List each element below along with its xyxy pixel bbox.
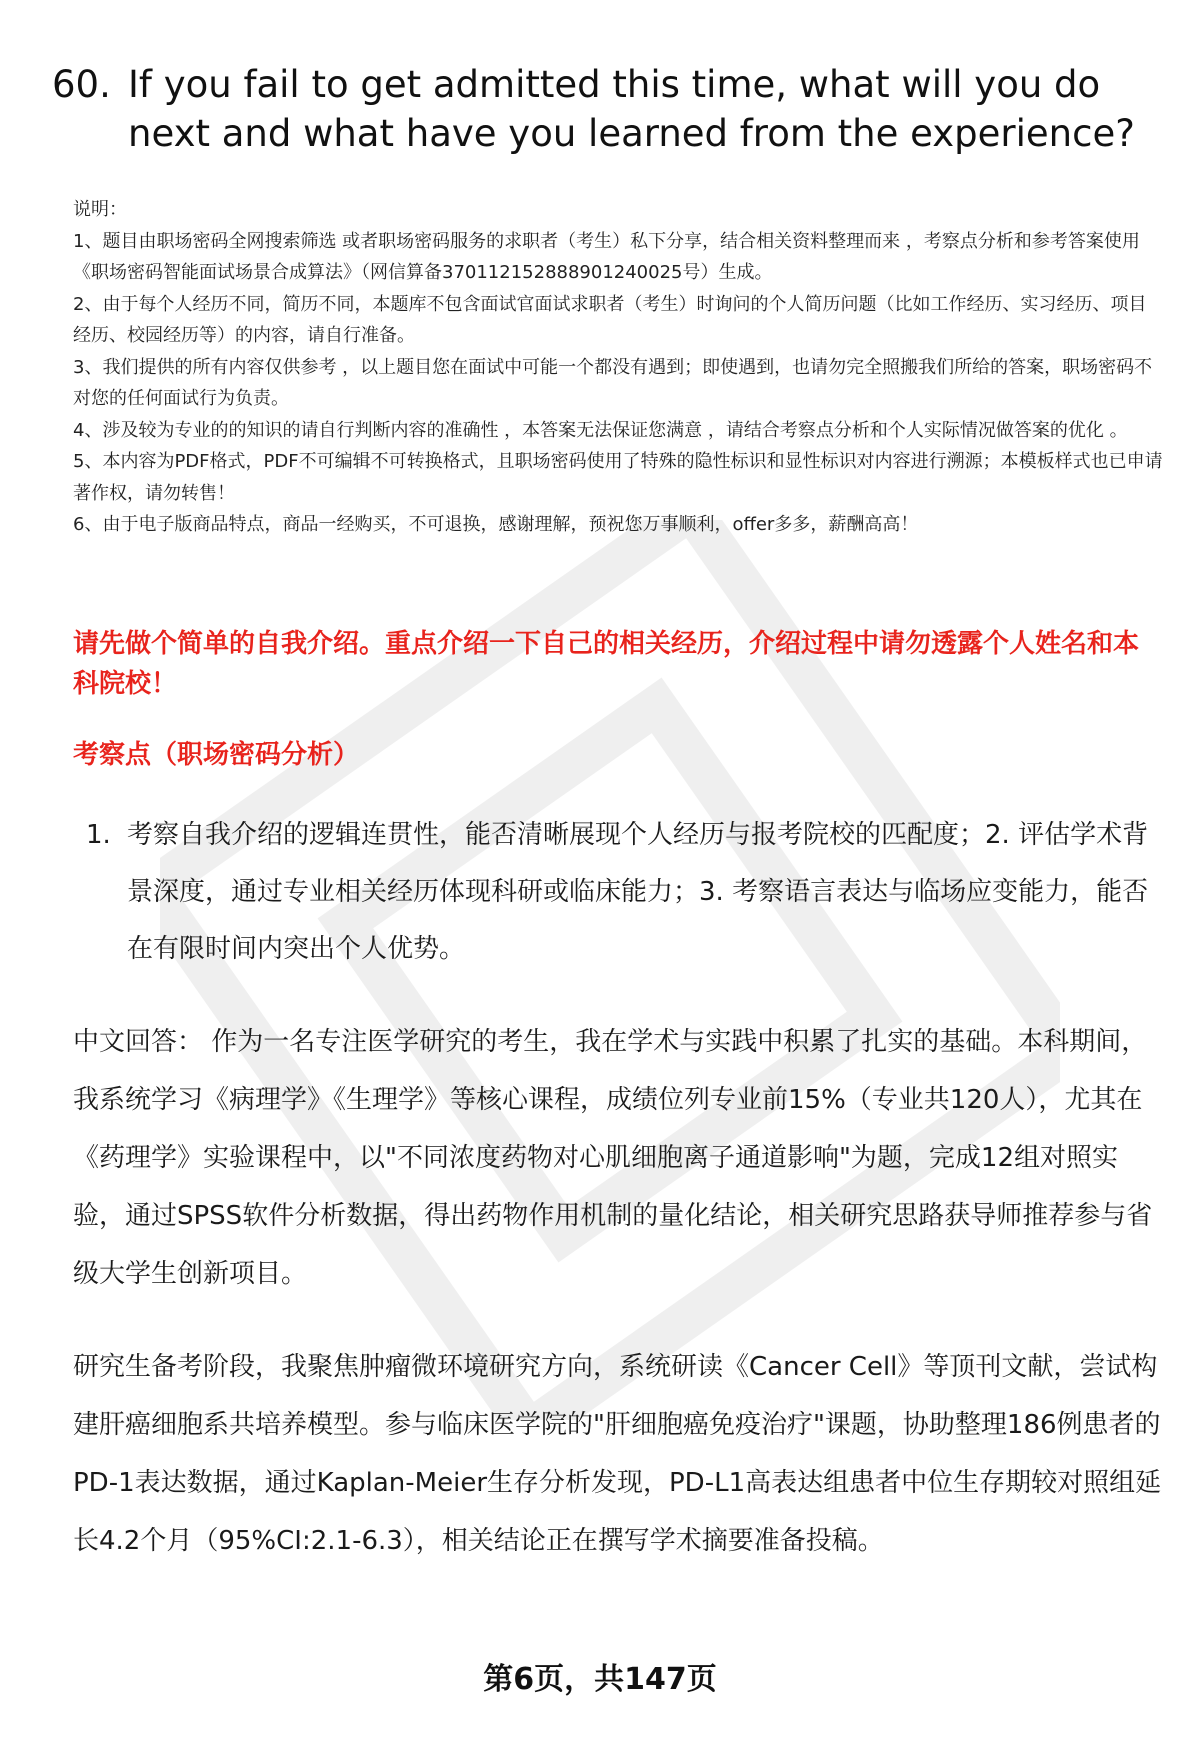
intro-question: 请先做个简单的自我介绍。重点介绍一下自己的相关经历，介绍过程中请勿透露个人姓名和本科院校！ — [73, 629, 1140, 699]
question-text: If you fail to get admitted this time, what will you do next and what have you learned from the experience? — [128, 63, 1135, 155]
answer-paragraph-2: 研究生备考阶段，我聚焦肿瘤微环境研究方向，系统研读《Cancer Cell》等顶刊文献，尝试构建肝癌细胞系共培养模型。参与临床医学院的"肝细胞癌免疫治疗"课题，协助整理186例患者的PD-1表达数据，通过Kaplan-Meier生存分析发现，PD-L1高表达组患者中位生存期较对照组延长4.2个月（95%CI:2.1-6.3），相关结论正在撰写学术摘要准备投稿。 — [73, 1352, 1162, 1556]
question-title — [52, 60, 1162, 158]
page-footer: 第6页，共147页 — [483, 1662, 717, 1697]
point-number: 1. — [86, 820, 111, 850]
point-text: 考察自我介绍的逻辑连贯性，能否清晰展现个人经历与报考院校的匹配度；2. 评估学术背景深度，通过专业相关经历体现科研或临床能力；3. 考察语言表达与临场应变能力，能否在有限时间内突出个人优势。 — [127, 820, 1149, 964]
question-number: 60. — [52, 63, 111, 106]
note-item: 2、由于每个人经历不同，简历不同，本题库不包含面试官面试求职者（考生）时询问的个人简历问题（比如工作经历、实习经历、项目经历、校园经历等）的内容，请自行准备。 — [73, 293, 1147, 346]
answer-paragraph-1: 中文回答： 作为一名专注医学研究的考生，我在学术与实践中积累了扎实的基础。本科期间，我系统学习《病理学》《生理学》等核心课程，成绩位列专业前15%（专业共120人），尤其在《药理学》实验课程中，以"不同浓度药物对心肌细胞离子通道影响"为题，完成12组对照实验，通过SPSS软件分析数据，得出药物作用机制的量化结论，相关研究思路获导师推荐参与省级大学生创新项目。 — [73, 1027, 1153, 1289]
note-item: 1、题目由职场密码全网搜索筛选 或者职场密码服务的求职者（考生）私下分享，结合相关资料整理而来 ，考察点分析和参考答案使用《职场密码智能面试场景合成算法》（网信算备370112152888901240025号）生成。 — [73, 230, 1140, 283]
note-item: 5、本内容为PDF格式，PDF不可编辑不可转换格式，且职场密码使用了特殊的隐性标识和显性标识对内容进行溯源；本模板样式也已申请著作权，请勿转售！ — [73, 451, 1163, 504]
note-item: 4、涉及较为专业的的知识的请自行判断内容的准确性 ，本答案无法保证您满意 ，请结合考察点分析和个人实际情况做答案的优化 。 — [73, 419, 1128, 441]
disclaimer-notes — [73, 194, 1163, 541]
analysis-points — [86, 807, 1156, 978]
notes-label: 说明： — [73, 199, 127, 220]
note-item: 3、我们提供的所有内容仅供参考 ，以上题目您在面试中可能一个都没有遇到；即使遇到，也请勿完全照搬我们所给的答案，职场密码不对您的任何面试行为负责。 — [73, 356, 1153, 409]
analysis-heading: 考察点（职场密码分析） — [73, 740, 360, 770]
note-item: 6、由于电子版商品特点，商品一经购买，不可退换，感谢理解，预祝您万事顺利，offer多多，薪酬高高！ — [73, 514, 919, 535]
